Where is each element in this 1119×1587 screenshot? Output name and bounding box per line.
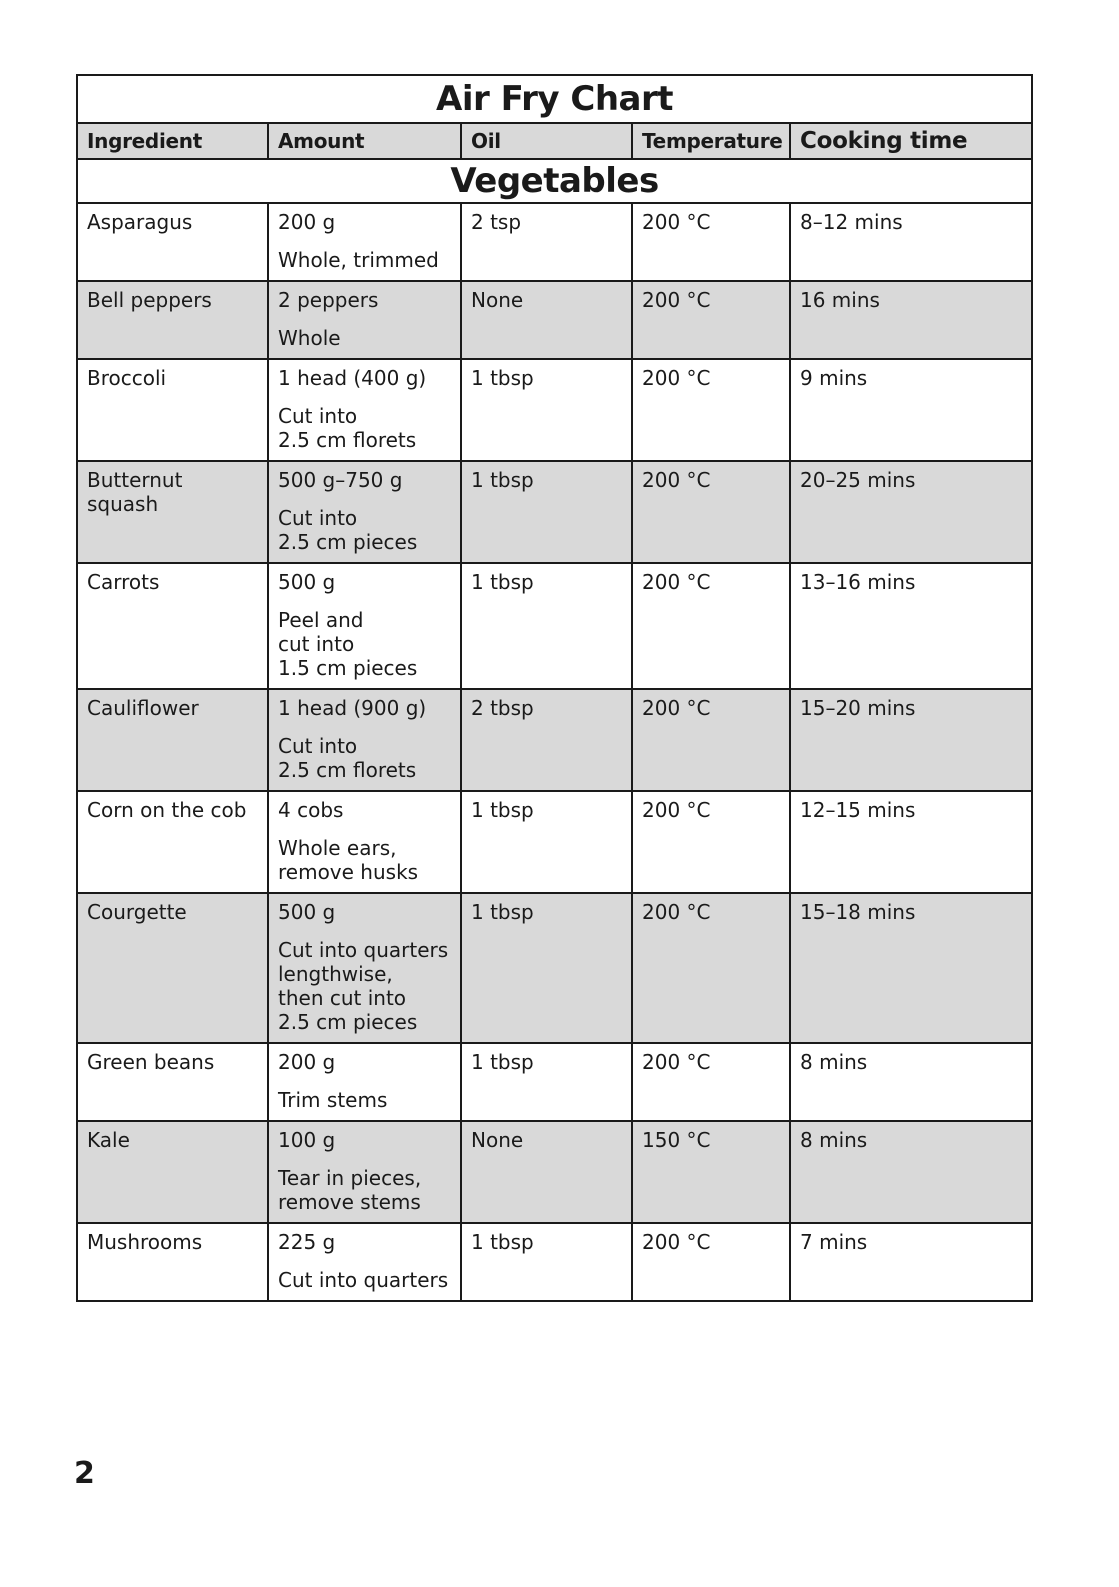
cell-ingredient: Mushrooms (77, 1223, 268, 1301)
cell-amount (268, 203, 461, 281)
amount-value: 1 head (400 g) (278, 366, 427, 390)
amount-value: 500 g (278, 900, 336, 924)
cell-ingredient: Courgette (77, 893, 268, 1043)
cell-temperature: 200 °C (632, 281, 790, 359)
amount-value: 2 peppers (278, 288, 379, 312)
page-number: 2 (74, 1456, 95, 1491)
amount-value: 4 cobs (278, 798, 344, 822)
cell-temperature: 200 °C (632, 1223, 790, 1301)
table-row (77, 1121, 1032, 1223)
cell-oil: 2 tsp (461, 203, 632, 281)
cell-cooking-time: 13–16 mins (790, 563, 1032, 689)
cell-amount (268, 281, 461, 359)
amount-note: Cut into 2.5 cm florets (278, 734, 417, 782)
amount-note: Cut into 2.5 cm florets (278, 404, 417, 452)
cell-amount (268, 359, 461, 461)
cell-temperature: 200 °C (632, 563, 790, 689)
amount-note: Cut into quarters (278, 1268, 449, 1292)
cell-oil: None (461, 1121, 632, 1223)
amount-value: 1 head (900 g) (278, 696, 427, 720)
cell-oil: None (461, 281, 632, 359)
table-row (77, 281, 1032, 359)
cell-ingredient: Cauliflower (77, 689, 268, 791)
chart-title: Air Fry Chart (77, 75, 1032, 123)
amount-value: 100 g (278, 1128, 336, 1152)
amount-note: Tear in pieces, remove stems (278, 1166, 422, 1214)
cell-amount (268, 893, 461, 1043)
cell-amount (268, 1121, 461, 1223)
table-row (77, 791, 1032, 893)
cell-temperature: 200 °C (632, 689, 790, 791)
table-row (77, 203, 1032, 281)
cell-ingredient: Butternut squash (77, 461, 268, 563)
table-row (77, 689, 1032, 791)
cell-amount (268, 563, 461, 689)
cell-ingredient: Carrots (77, 563, 268, 689)
amount-note: Trim stems (278, 1088, 388, 1112)
amount-value: 200 g (278, 210, 336, 234)
amount-value: 225 g (278, 1230, 336, 1254)
cell-cooking-time: 7 mins (790, 1223, 1032, 1301)
cell-cooking-time: 15–20 mins (790, 689, 1032, 791)
cell-temperature: 200 °C (632, 359, 790, 461)
header-oil: Oil (461, 123, 632, 159)
cell-ingredient: Corn on the cob (77, 791, 268, 893)
cell-oil: 1 tbsp (461, 791, 632, 893)
header-amount: Amount (268, 123, 461, 159)
cell-oil: 1 tbsp (461, 563, 632, 689)
cell-cooking-time: 8–12 mins (790, 203, 1032, 281)
cell-amount (268, 1043, 461, 1121)
cell-cooking-time: 15–18 mins (790, 893, 1032, 1043)
section-title-vegetables: Vegetables (77, 159, 1032, 203)
cell-oil: 1 tbsp (461, 893, 632, 1043)
cell-cooking-time: 12–15 mins (790, 791, 1032, 893)
amount-value: 500 g–750 g (278, 468, 403, 492)
cell-cooking-time: 9 mins (790, 359, 1032, 461)
cell-cooking-time: 8 mins (790, 1121, 1032, 1223)
cell-temperature: 150 °C (632, 1121, 790, 1223)
table-row (77, 563, 1032, 689)
amount-note: Peel and cut into 1.5 cm pieces (278, 608, 418, 680)
cell-cooking-time: 8 mins (790, 1043, 1032, 1121)
cell-ingredient: Bell peppers (77, 281, 268, 359)
amount-note: Whole, trimmed (278, 248, 439, 272)
cell-temperature: 200 °C (632, 791, 790, 893)
cell-temperature: 200 °C (632, 893, 790, 1043)
header-temperature: Temperature (632, 123, 790, 159)
cell-oil: 1 tbsp (461, 1043, 632, 1121)
column-header-row (77, 123, 1032, 159)
cell-temperature: 200 °C (632, 461, 790, 563)
cell-amount (268, 1223, 461, 1301)
table-row (77, 893, 1032, 1043)
cell-ingredient: Kale (77, 1121, 268, 1223)
table-row (77, 1043, 1032, 1121)
cell-cooking-time: 16 mins (790, 281, 1032, 359)
cell-oil: 1 tbsp (461, 359, 632, 461)
amount-note: Whole (278, 326, 341, 350)
cell-amount (268, 689, 461, 791)
table-row (77, 461, 1032, 563)
cell-amount (268, 461, 461, 563)
cell-cooking-time: 20–25 mins (790, 461, 1032, 563)
amount-note: Cut into 2.5 cm pieces (278, 506, 418, 554)
cell-ingredient: Green beans (77, 1043, 268, 1121)
cell-temperature: 200 °C (632, 1043, 790, 1121)
amount-value: 500 g (278, 570, 336, 594)
air-fry-chart-table (76, 74, 1033, 1302)
header-ingredient: Ingredient (77, 123, 268, 159)
cell-amount (268, 791, 461, 893)
cell-ingredient: Broccoli (77, 359, 268, 461)
table-row (77, 1223, 1032, 1301)
cell-oil: 1 tbsp (461, 1223, 632, 1301)
header-cooking-time: Cooking time (790, 123, 1032, 159)
cell-temperature: 200 °C (632, 203, 790, 281)
amount-note: Cut into quarters lengthwise, then cut into 2.5 cm pieces (278, 938, 449, 1034)
cell-ingredient: Asparagus (77, 203, 268, 281)
amount-value: 200 g (278, 1050, 336, 1074)
amount-note: Whole ears, remove husks (278, 836, 419, 884)
cell-oil: 1 tbsp (461, 461, 632, 563)
cell-oil: 2 tbsp (461, 689, 632, 791)
table-row (77, 359, 1032, 461)
